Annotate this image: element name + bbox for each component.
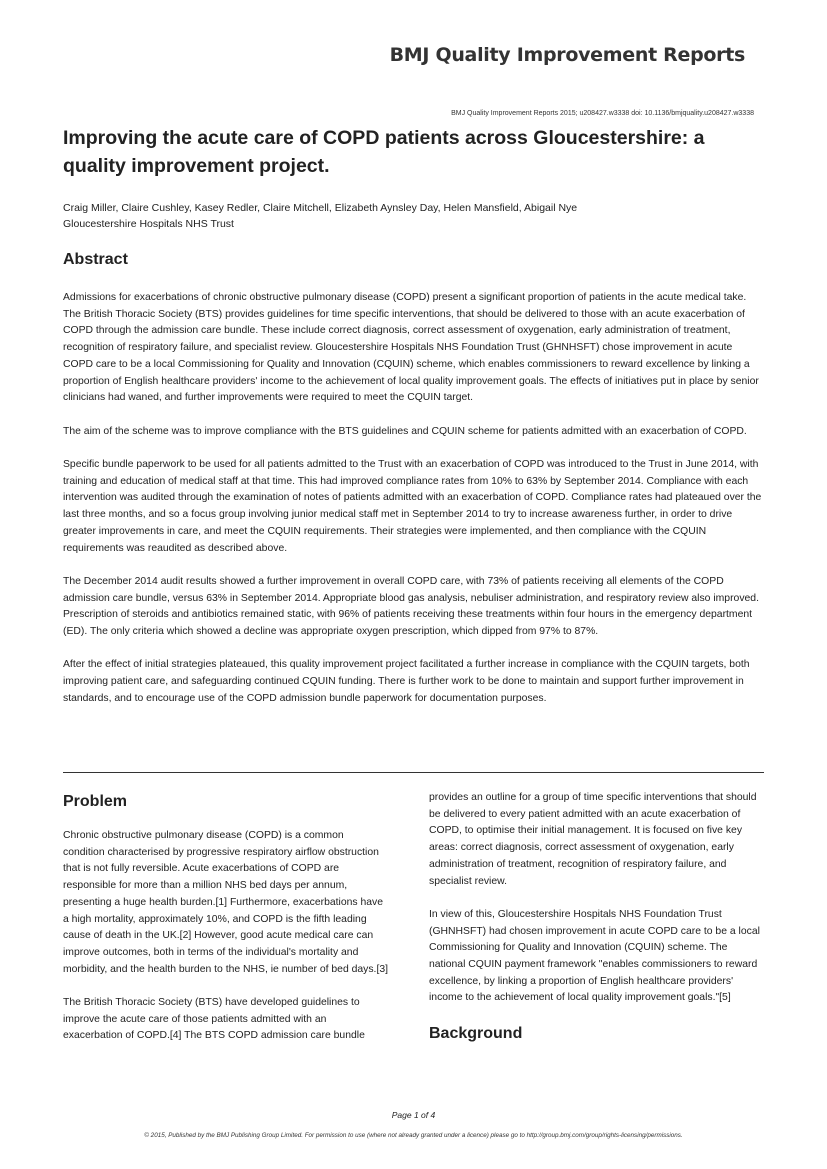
- citation: BMJ Quality Improvement Reports 2015; u208427.w3338 doi: 10.1136/bmjquality.u208427.w3338: [451, 110, 754, 117]
- abstract-paragraph: Admissions for exacerbations of chronic obstructive pulmonary disease (COPD) present a significant proportion of patients in the acute medical take. The British Thoracic Society (BTS) provides guidelines for time specific interventions, that should be delivered to those with an acute exacerbation of COPD through the admission care bundle. These include correct diagnosis, correct assessment of oxygenation, early administration of treatment, recognition of respiratory failure, and specialist review. Gloucestershire Hospitals NHS Foundation Trust (GHNHSFT) chose improvement in acute COPD care to be a local Commissioning for Quality and Innovation (CQUIN) scheme, which enables commissioners to reward excellence by linking a proportion of English healthcare providers' income to the achievement of local quality improvement goals. The effects of initiatives put in place by senior clinicians had waned, and further improvements were required to meet the CQUIN target.: [63, 292, 759, 404]
- body-paragraph: Chronic obstructive pulmonary disease (COPD) is a common condition characterised by progressive respiratory airflow obstruction that is not fully reversible. Acute exacerbations of COPD are responsible for more than a million NHS bed days per annum, presenting a huge health burden.[1] Furthermore, exacerbations have a high mortality, approximately 10%, and COPD is the fifth leading cause of death in the UK.[2] However, good acute medical care can improve outcomes, both in terms of the individual's mortality and morbidity, and the health burden to the NHS, ie number of bed days.[3]: [63, 830, 388, 975]
- affiliation: Gloucestershire Hospitals NHS Trust: [63, 218, 234, 230]
- authors: Craig Miller, Claire Cushley, Kasey Redler, Claire Mitchell, Elizabeth Aynsley Day, Helen Mansfield, Abigail Nye: [63, 202, 578, 214]
- abstract-paragraph: Specific bundle paperwork to be used for all patients admitted to the Trust with an exacerbation of COPD was introduced to the Trust in June 2014, with training and education of medical staff at that time. This had improved compliance rates from 10% to 63% by September 2014. Compliance with each intervention was audited through the examination of notes of patients admitted with an exacerbation of COPD. Compliance rates had plateaued over the last three months, and so a focus group involving junior medical staff met in September 2014 to try to increase awareness further, in order to drive greater improvements in care, and meet the CQUIN requirements. Their strategies were implemented, and then compliance with the CQUIN requirements was reaudited as described above.: [63, 459, 762, 554]
- left-column: [63, 792, 388, 1062]
- abstract-paragraph: After the effect of initial strategies plateaued, this quality improvement project facilitated a further increase in compliance with the CQUIN targets, both improving patient care, and safeguarding continued CQUIN funding. There is further work to be done to maintain and support further improvement in standards, and to encourage use of the COPD admission bundle paperwork for documentation purposes.: [63, 659, 750, 704]
- body-paragraph: The British Thoracic Society (BTS) have developed guidelines to improve the acute care of those patients admitted with an exacerbation of COPD.[4] The BTS COPD admission care bundle: [63, 997, 365, 1042]
- body-paragraph: provides an outline for a group of time specific interventions that should be delivered to every patient admitted with an acute exacerbation of COPD, to optimise their initial management. It is focused on five key areas: correct diagnosis, correct assessment of oxygenation, early administration of treatment, recognition of respiratory failure, and specialist review.: [429, 792, 757, 887]
- problem-heading: Problem: [63, 793, 128, 810]
- abstract-paragraph: The December 2014 audit results showed a further improvement in overall COPD care, with 73% of patients receiving all elements of the COPD admission care bundle, versus 63% in September 2014. Appropriate blood gas analysis, nebuliser administration, and respiratory review also improved. Prescription of steroids and antibiotics remained static, with 96% of patients receiving these treatments within four hours in the emergency department (ED). The only criteria which showed a decline was appropriate oxygen prescription, which dipped from 97% to 87%.: [63, 575, 759, 638]
- abstract-heading: Abstract: [63, 251, 128, 268]
- author-block: [63, 200, 577, 232]
- abstract-paragraph: The aim of the scheme was to improve compliance with the BTS guidelines and CQUIN scheme for patients admitted with an exacerbation of COPD.: [63, 425, 747, 437]
- article-title: Improving the acute care of COPD patients across Gloucestershire: a quality improvement project.: [63, 127, 705, 177]
- body-paragraph: In view of this, Gloucestershire Hospitals NHS Foundation Trust (GHNHSFT) had chosen improvement in acute COPD care to be a local Commissioning for Quality and Innovation (CQUIN) scheme. The national CQUIN payment framework "enables commissioners to reward excellence, by linking a proportion of English healthcare providers' income to the achievement of local quality improvement goals."[5]: [429, 908, 760, 1004]
- abstract-body: [63, 290, 765, 724]
- journal-brand-logo: BMJ Quality Improvement Reports: [389, 44, 745, 66]
- section-divider: [63, 772, 764, 773]
- right-column: [429, 790, 765, 1060]
- copyright-notice: © 2015, Published by the BMJ Publishing Group Limited. For permission to use (where not already granted under a licence) please go to http://group.bmj.com/group/rights-licensing/permissions.: [144, 1132, 683, 1139]
- background-heading: Background: [429, 1024, 523, 1042]
- page-number: Page 1 of 4: [391, 1110, 436, 1120]
